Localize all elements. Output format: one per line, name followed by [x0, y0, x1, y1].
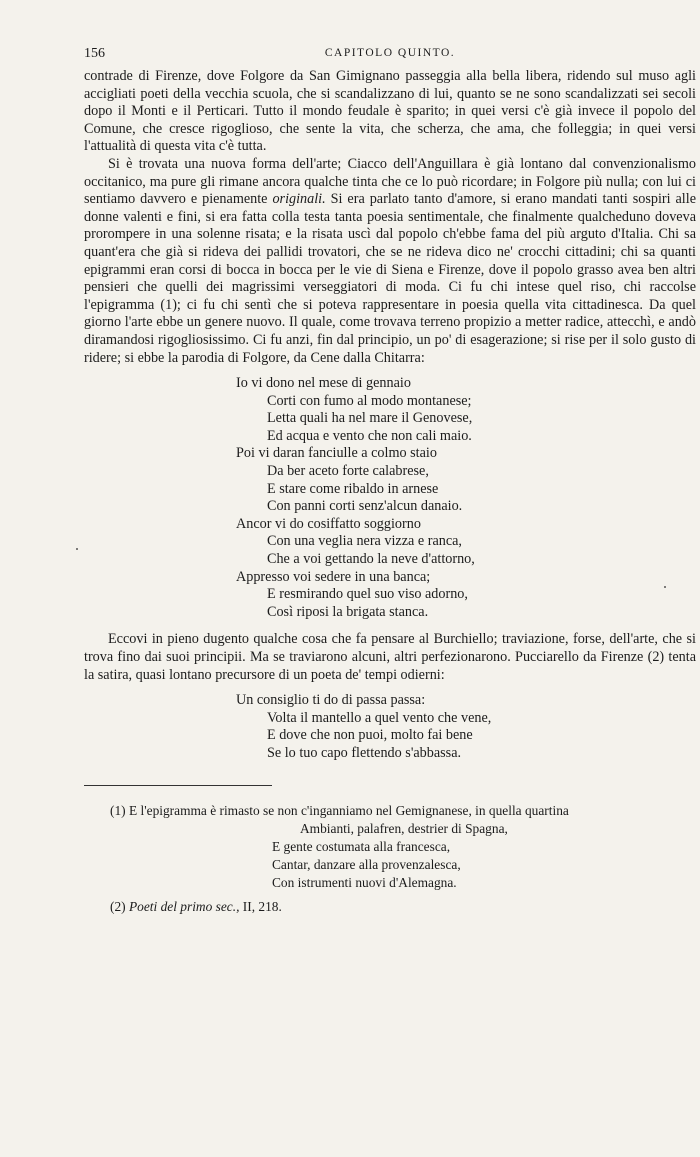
verse-line: Ancor vi do cosiffatto soggiorno [236, 515, 421, 532]
paragraph-2-emphasis: originali. [272, 191, 326, 208]
verse-line: Che a voi gettando la neve d'attorno, [267, 551, 475, 568]
footnote-verse: E gente costumata alla francesca, [272, 838, 451, 854]
running-head: CAPITOLO QUINTO. [324, 47, 456, 59]
footnotes [84, 802, 696, 916]
paragraph-2-end: Si era parlato tanto d'amore, si erano mandati tanti sospiri alle donne valenti e fini, si era fatta colla testa tanta poesia sentimentale, che finalmente qualcheduno doveva prorompere in una solenne risata; e la risata uscì dal popolo ch'ebbe fama del più arguto d'Italia. Chi sa quant'era che già si rideva dei pallidi trovatori, che se ne rideva dico ne' crocchi cittadini; chi sa quanti epigrammi eran corsi di bocca in bocca per le vie di Siena e Firenze, dove il popolo grasso avea ben altri pensieri che quelli dei magrissimi verseggiatori di moda. Ci fu chi intese quel riso, chi raccolse l'epigramma (1); ci fu chi sentì che si poteva rappresentare in poesia quella vita cittadinesca. Da quel giorno l'arte ebbe un genere nuovo. Il quale, come trovava terreno propizio a metter radice, attecchì, e andò diramandosi rigogliosissimo. Ci fu anzi, fin dal principio, un po' di esagerazione; si rise per il solo gusto di ridere; si ebbe la parodia di Folgore, da Cene dalla Chitarra: [84, 191, 696, 366]
footnote-verse: Ambianti, palafren, destrier di Spagna, [300, 820, 508, 836]
paragraph-1: contrade di Firenze, dove Folgore da San Gimignano passeggia alla bella libera, ridendo sul muso agli accigliati poeti della vecchia scuola, che si scandalizzano di lui, quanto se ne sono scandalizzati sei secoli dopo il Monti e il Perticari. Tutto il mondo feudale è sparito; in quei versi c'è già invece il popolo del Comune, che cresce rigoglioso, che sente la vita, che scherza, che ama, che folleggia; in quei versi l'attualità di questa vita c'è tutta. [84, 68, 696, 155]
verse-line: E dove che non puoi, molto fai bene [267, 727, 473, 744]
paragraph-2-start: Si è trovata una nuova forma dell'arte; Ciacco dell'Anguillara è già lontano dal convenzionalismo occitanico, ma pure gli rimane ancora qualche tinta che ce lo può ricordare; in Folgore più nulla; con lui ci sentiamo davvero e pienamente [84, 155, 696, 208]
poem-cene-dalla-chitarra [236, 375, 696, 621]
verse-line: Poi vi daran fanciulle a colmo staio [236, 445, 437, 462]
footnote-verse: Cantar, danzare alla provenzalesca, [272, 856, 461, 872]
footnote-2-title: Poeti del primo sec., [128, 898, 240, 914]
footnote-2 [110, 898, 696, 916]
poem-pucciarello [236, 692, 696, 762]
footnote-verse: Con istrumenti nuovi d'Alemagna. [272, 874, 457, 890]
book-page [84, 46, 696, 916]
footnote-2-reference: II, 218. [242, 898, 282, 914]
footnote-2-number: (2) [110, 898, 126, 914]
verse-line: Ed acqua e vento che non cali maio. [267, 427, 472, 444]
verse-line: Con una veglia nera vizza e ranca, [267, 533, 462, 550]
footnote-1: (1) E l'epigramma è rimasto se non c'inganniamo nel Gemignanese, in quella quartina [110, 802, 569, 818]
main-text [84, 68, 696, 763]
verse-line: E resmirando quel suo viso adorno, [267, 586, 468, 603]
verse-line: Un consiglio ti do di passa passa: [236, 692, 426, 709]
paragraph-2 [84, 156, 696, 367]
verse-line: Io vi dono nel mese di gennaio [236, 375, 411, 392]
verse-line: Con panni corti senz'alcun danaio. [267, 498, 463, 515]
page-header [84, 46, 696, 68]
verse-line: Da ber aceto forte calabrese, [267, 463, 429, 480]
verse-line: E stare come ribaldo in arnese [267, 480, 439, 497]
verse-line: Così riposi la brigata stanca. [267, 603, 429, 620]
page-number: 156 [84, 46, 105, 61]
verse-line: Letta quali ha nel mare il Genovese, [267, 410, 473, 427]
paragraph-3: Eccovi in pieno dugento qualche cosa che fa pensare al Burchiello; traviazione, forse, dell'arte, che si trova fino dai suoi principii. Ma se traviarono alcuni, altri perfezionarono. Pucciarello da Firenze (2) tenta la satira, quasi lontano precursore di un poeta de' tempi odierni: [84, 631, 696, 683]
verse-line: Appresso voi sedere in una banca; [236, 568, 431, 585]
margin-speck [664, 586, 666, 588]
margin-speck [76, 548, 78, 550]
verse-line: Se lo tuo capo flettendo s'abbassa. [267, 744, 462, 761]
verse-line: Volta il mantello a quel vento che vene, [267, 709, 492, 726]
verse-line: Corti con fumo al modo montanese; [267, 392, 472, 409]
footnote-rule [84, 785, 272, 786]
